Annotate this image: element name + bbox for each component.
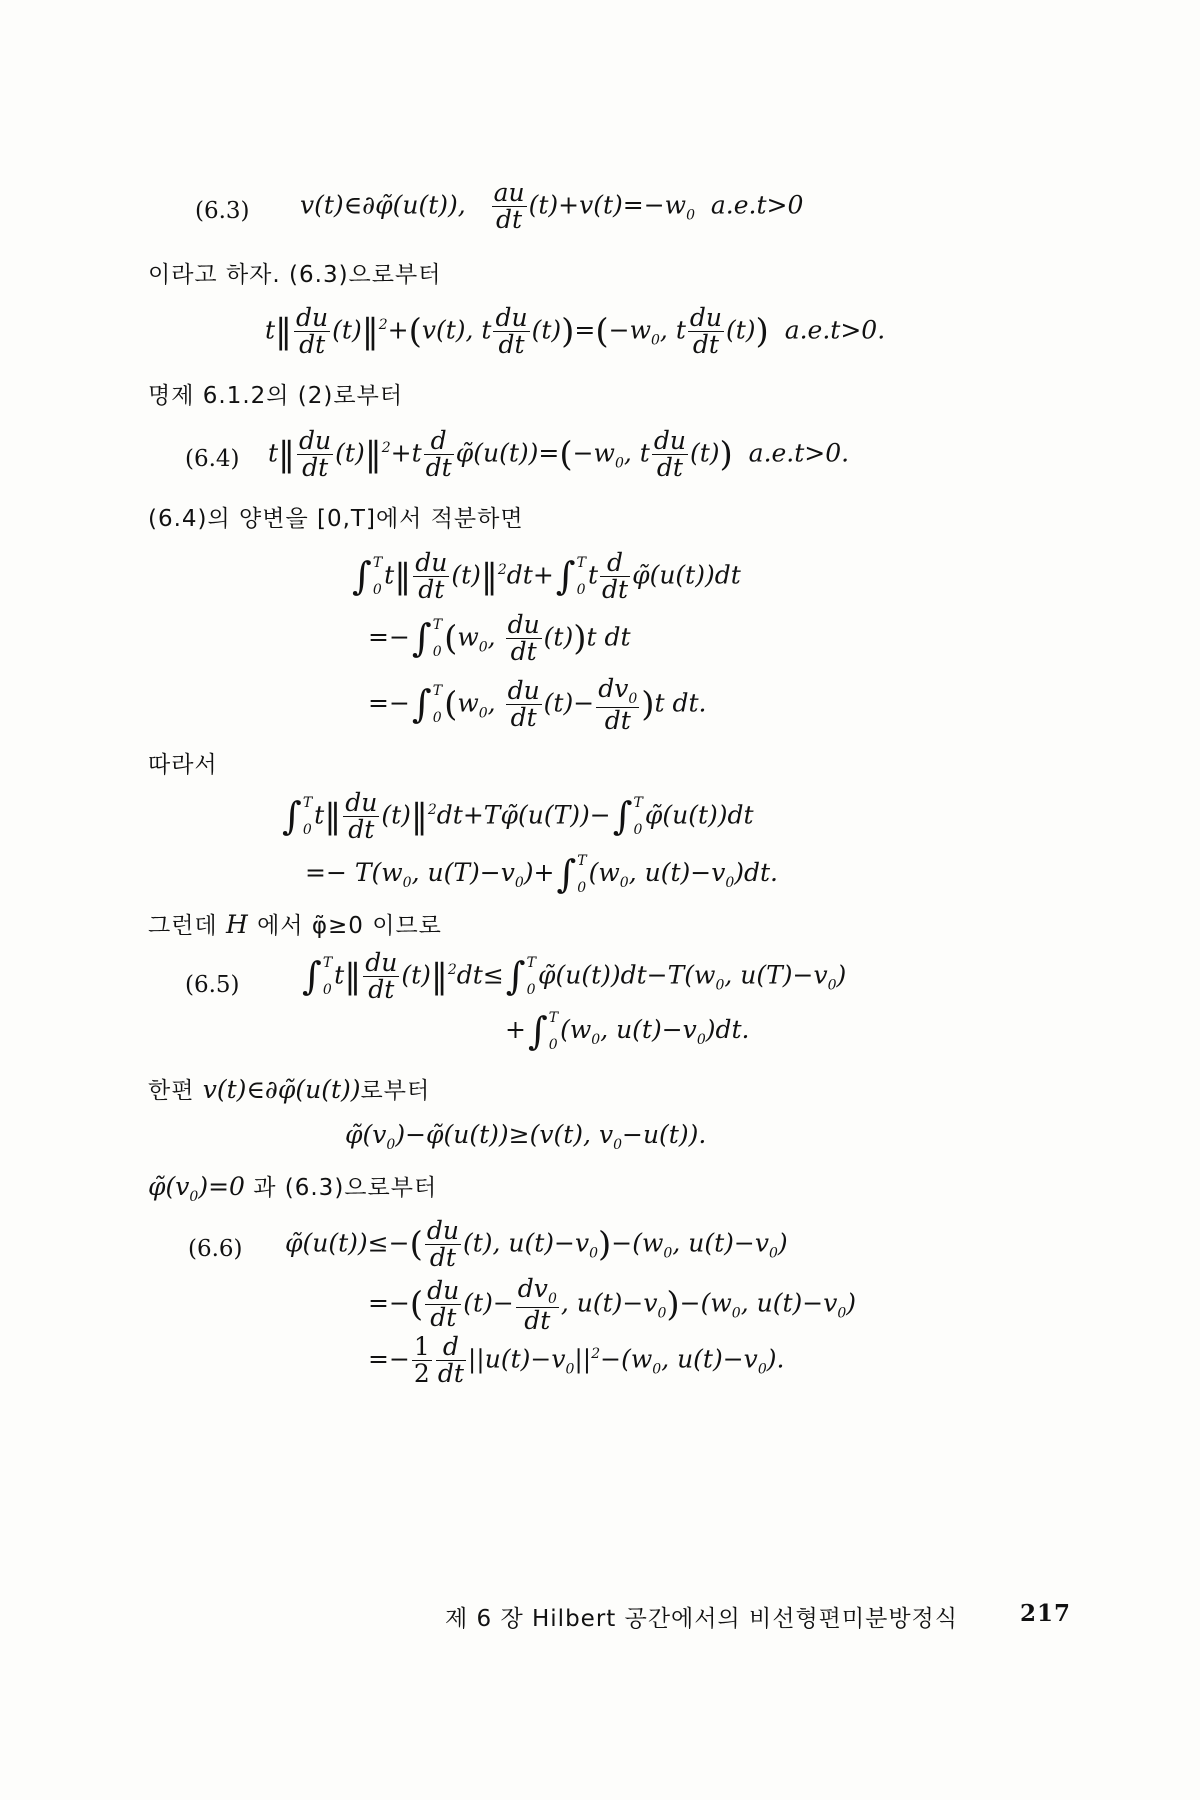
- page-number: 217: [1020, 1600, 1072, 1627]
- text-line-7-suffix: 과 (6.3)으로부터: [253, 1175, 438, 1201]
- text-line-5: [148, 910, 442, 941]
- equation-6-3: v(t)∈∂φ̃(u(t)), $\frac{au}{dt}$ $(t)+v(t)=-w_0$ a.e.t>0: [300, 178, 804, 235]
- text-line-7: [148, 1172, 437, 1206]
- equation-integral-line-4: ∫ T 0 t‖ $\frac{du}{dt}$ (t)‖$^2$dt+Tφ̃(u(T))−∫ T 0 φ̃(u(t))dt: [282, 788, 754, 845]
- running-footer: 제 6 장 Hilbert 공간에서의 비선형편미분방정식: [445, 1606, 958, 1632]
- equation-integral-line-3: =−∫ T 0 ($w_0$, $\frac{du}{dt}$ (t)− $\frac{dv_0}{dt}$ )t dt.: [368, 674, 707, 735]
- equation-integral-line-2: =−∫ T 0 ($w_0$, $\frac{du}{dt}$ (t))t dt: [368, 610, 631, 667]
- text-line-6: [148, 1075, 430, 1106]
- equation-6-5-line-2: +∫ T 0 ($w_0$, $u(t)-v_0)dt$.: [505, 1008, 750, 1053]
- equation-label-6-4: (6.4): [185, 446, 240, 472]
- equation-6-4: t‖ $\frac{du}{dt}$ (t)‖$^2$+t $\frac{d}{dt}$ $\varphĩ(u(t))=(-w_0$, t $\frac{du}{dt}$ (t)) a.e.t>0.: [268, 426, 850, 483]
- text-line-7-formula: $\varphĩ(v_0)=0$: [148, 1172, 245, 1205]
- equation-label-6-6: (6.6): [188, 1236, 243, 1262]
- text-line-4: 따라서: [148, 752, 218, 778]
- text-line-2: 명제 6.1.2의 (2)로부터: [148, 383, 404, 409]
- equation-6-6-line-2: =−( $\frac{du}{dt}$ (t)− $\frac{dv_0}{dt}$ , $u(t)-v_0)-(w_0$, $u(t)-v_0$): [368, 1274, 857, 1335]
- equation-unnumbered-1: t‖ $\frac{du}{dt}$ (t)‖$^2$+(v(t), t $\frac{du}{dt}$ $(t))=(-w_0$, t $\frac{du}{dt}$ (t)) a.e.t>0.: [265, 303, 886, 360]
- equation-unnumbered-2: $\varphĩ(v_0)-\varphĩ(u(t))\ge(v(t)$, $v_0-u(t)$).: [345, 1120, 707, 1153]
- text-line-5-symbol: H: [225, 910, 249, 939]
- equation-label-6-3: (6.3): [195, 198, 250, 224]
- text-line-6-suffix: 로부터: [360, 1078, 431, 1104]
- equation-6-5-line-1: ∫ T 0 t‖ $\frac{du}{dt}$ (t)‖$^2$dt≤∫ T 0 $\varphĩ(u(t))dt-T(w_0$, $u(T)-v_0$): [302, 948, 847, 1005]
- text-line-1: 이라고 하자. (6.3)으로부터: [148, 262, 442, 288]
- text-line-6-prefix: 한편: [148, 1078, 195, 1104]
- equation-integral-line-5: =− $T(w_0$, $u(T)-v_0)+\int$ T 0 ($w_0$, $u(t)-v_0)dt$.: [305, 851, 778, 896]
- equation-label-6-5: (6.5): [185, 972, 240, 998]
- text-line-5-suffix: 에서 φ̃≥0 이므로: [257, 913, 442, 939]
- equation-integral-line-1: ∫ T 0 t‖ $\frac{du}{dt}$ (t)‖$^2$dt+∫ T 0 t $\frac{d}{dt}$ φ̃(u(t))dt: [352, 548, 741, 605]
- page-footer: [445, 1600, 1072, 1633]
- equation-6-6-line-3: =− $\frac{1}{2}$ $\frac{d}{dt}$ $||u(t)-v_0||^2-(w_0$, $u(t)-v_0$).: [368, 1332, 785, 1389]
- text-line-5-prefix: 그런데: [148, 913, 218, 939]
- text-line-6-formula: v(t)∈∂φ̃(u(t)): [202, 1075, 361, 1104]
- text-line-3: (6.4)의 양변을 [0,T]에서 적분하면: [148, 506, 524, 532]
- equation-6-6-line-1: φ̃(u(t))≤−( $\frac{du}{dt}$ (t), $u(t)-v_0)-(w_0$, $u(t)-v_0$): [285, 1216, 788, 1273]
